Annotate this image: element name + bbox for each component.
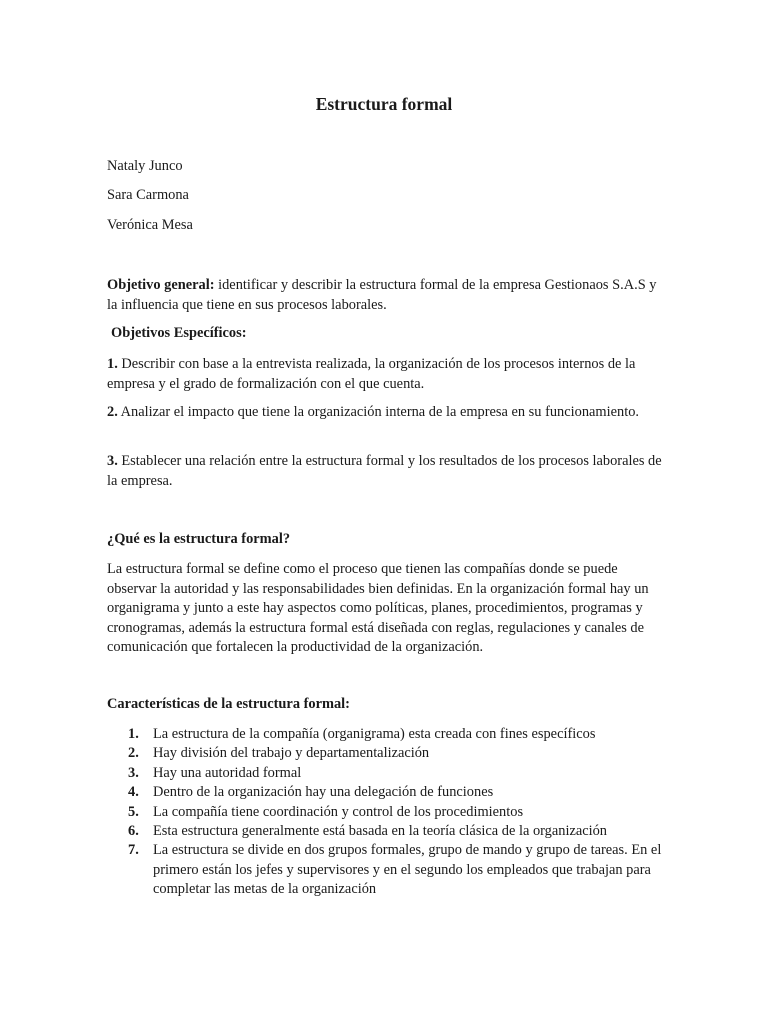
item-number: 6. — [128, 823, 139, 840]
objetivos-especificos-heading: Objetivos Específicos: — [111, 325, 247, 341]
item-number: 4. — [128, 784, 139, 801]
author-name: Verónica Mesa — [107, 217, 193, 233]
item-number: 3. — [128, 764, 139, 781]
list-item — [107, 822, 667, 841]
item-text: Hay división del trabajo y departamentalización — [153, 745, 430, 762]
objetivo-general-text: identificar y describir la estructura formal de la empresa Gestionaos S.A.S y la influencia que tiene en sus procesos laborales. — [107, 277, 657, 313]
que-es-heading: ¿Qué es la estructura formal? — [107, 531, 291, 547]
item-number: 3. — [107, 453, 118, 469]
item-number: 1. — [107, 356, 118, 372]
list-item — [107, 725, 667, 744]
item-text: Hay una autoridad formal — [153, 764, 302, 781]
caracteristicas-heading: Características de la estructura formal: — [107, 696, 350, 712]
list-item — [107, 744, 667, 763]
item-text: Dentro de la organización hay una delegación de funciones — [153, 784, 494, 801]
item-number: 1. — [128, 726, 139, 742]
item-text: La compañía tiene coordinación y control de los procedimientos — [153, 803, 524, 820]
list-item — [107, 803, 667, 822]
objetivo-general-paragraph — [107, 276, 667, 315]
list-item — [107, 764, 667, 783]
item-text: Describir con base a la entrevista realizada, la organización de los procesos internos de la empresa y el grado de formalización con el que cuenta. — [107, 356, 636, 392]
objetivo-especifico-item — [107, 355, 667, 394]
list-item — [107, 783, 667, 802]
item-number: 2. — [128, 745, 139, 762]
list-item — [107, 841, 667, 899]
item-text: Analizar el impacto que tiene la organización interna de la empresa en su funcionamiento. — [117, 404, 639, 420]
objetivo-especifico-item — [107, 452, 667, 491]
caracteristicas-list — [107, 725, 667, 900]
item-number: 2. — [107, 404, 118, 420]
author-name: Nataly Junco — [107, 158, 183, 174]
que-es-paragraph: La estructura formal se define como el proceso que tienen las compañías donde se puede observar la autoridad y las responsabilidades bien definidas. En la organización formal hay un organigrama y junto a este hay aspectos como políticas, planes, procedimientos, programas y cronogramas, además la estructura formal está diseñada con reglas, regulaciones y canales de comunicación que fortalecen la productividad de la organización. — [107, 561, 649, 656]
item-text: Esta estructura generalmente está basada en la teoría clásica de la organización — [153, 823, 608, 840]
item-text: La estructura de la compañía (organigrama) esta creada con fines específicos — [153, 726, 596, 742]
objetivo-especifico-item — [107, 403, 667, 423]
author-name: Sara Carmona — [107, 187, 189, 203]
item-number: 7. — [128, 842, 139, 859]
item-text: Establecer una relación entre la estructura formal y los resultados de los procesos laborales de la empresa. — [107, 453, 662, 489]
item-text: La estructura se divide en dos grupos formales, grupo de mando y grupo de tareas. En el primero están los jefes y supervisores y en el segundo los empleados que trabajan para completar las metas de la organización — [153, 842, 662, 898]
item-number: 5. — [128, 803, 139, 820]
objetivo-general-label: Objetivo general: — [107, 277, 215, 293]
document-title: Estructura formal — [315, 94, 453, 114]
